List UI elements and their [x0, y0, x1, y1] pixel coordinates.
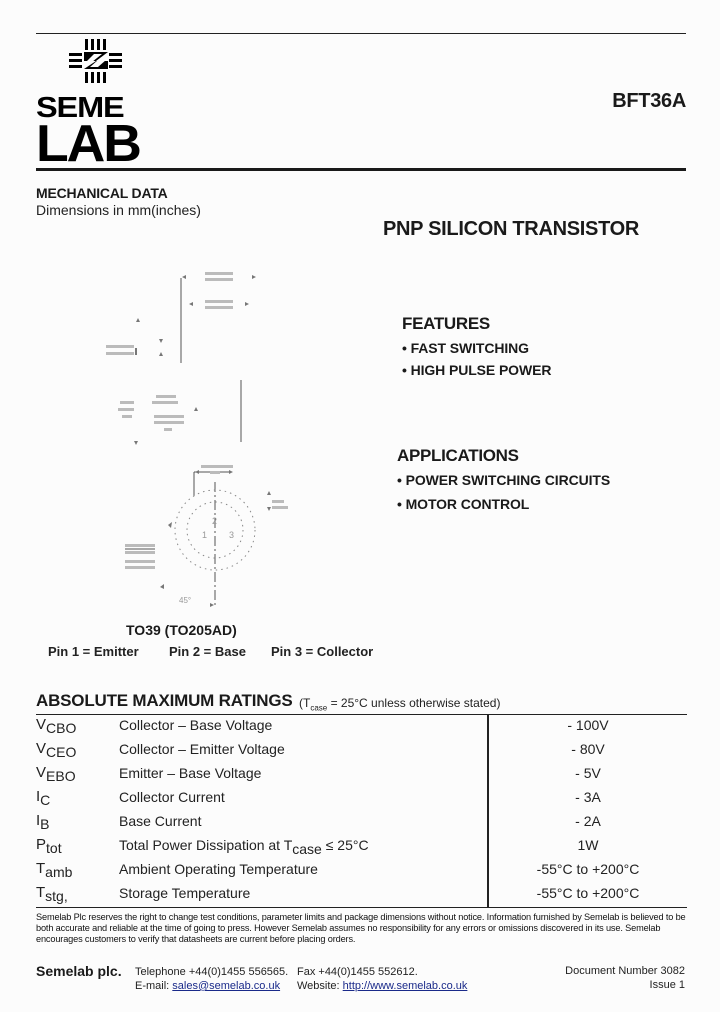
diagram-pin-2: 2	[212, 516, 218, 526]
mechanical-data-heading: MECHANICAL DATA	[36, 185, 168, 201]
table-row	[36, 836, 687, 860]
email-link[interactable]: sales@semelab.co.uk	[172, 980, 281, 992]
table-row	[36, 812, 687, 836]
symbol: $P_{tot}$	[36, 836, 62, 856]
value: - 2A	[575, 813, 601, 829]
symbol: $T_{stg,}$	[36, 884, 68, 904]
semelab-emblem-icon	[36, 36, 158, 94]
package-name: TO39 (TO205AD)	[126, 622, 237, 638]
website-label: Website:	[297, 980, 340, 992]
value: - 80V	[571, 741, 605, 757]
fax: Fax +44(0)1455 552612.	[297, 966, 418, 978]
value: - 3A	[575, 789, 601, 805]
parameter: Emitter – Base Voltage	[119, 765, 262, 781]
feature-item: • FAST SWITCHING	[402, 340, 529, 356]
ratings-condition: ($T_{case} = 25^\circ C$ unless otherwise stated)	[299, 696, 501, 713]
to39-package-drawing	[100, 260, 300, 620]
value: -55°C to +200°C	[536, 861, 640, 877]
symbol: $V_{CEO}$	[36, 740, 77, 760]
symbol: $V_{EBO}$	[36, 764, 76, 784]
applications-heading: APPLICATIONS	[397, 446, 519, 465]
header-top-rule	[36, 33, 686, 34]
diagram-pin-3: 3	[229, 530, 235, 540]
telephone: Telephone +44(0)1455 556565.	[135, 966, 289, 978]
pin-1-label: Pin 1 = Emitter	[48, 644, 139, 659]
value: 1W	[577, 837, 599, 853]
parameter: Collector – Base Voltage	[119, 717, 273, 733]
website-line	[297, 980, 467, 992]
package-outline-diagram	[100, 260, 300, 620]
logo-text-seme: SEME	[36, 92, 124, 124]
table-row	[36, 740, 687, 764]
product-title: PNP SILICON TRANSISTOR	[383, 218, 640, 240]
table-row	[36, 716, 687, 740]
table-row	[36, 764, 687, 788]
logo-text-lab: LAB	[36, 115, 140, 173]
parameter: Ambient Operating Temperature	[119, 861, 318, 877]
company-name: Semelab plc.	[36, 963, 122, 979]
email-label: E-mail:	[135, 980, 170, 992]
feature-item: • HIGH PULSE POWER	[402, 362, 552, 378]
website-link[interactable]: http://www.semelab.co.uk	[342, 980, 468, 992]
value: - 100V	[567, 717, 609, 733]
features-heading: FEATURES	[402, 314, 490, 333]
diagram-angle: 45°	[179, 596, 192, 605]
ratings-table-top-rule	[36, 714, 687, 715]
table-row	[36, 860, 687, 884]
parameter: Collector – Emitter Voltage	[119, 741, 285, 757]
symbol: $V_{CBO}$	[36, 716, 77, 736]
symbol: $T_{amb}$	[36, 860, 73, 880]
symbol: $I_B$	[36, 812, 50, 832]
application-item: • MOTOR CONTROL	[397, 496, 530, 512]
parameter: Base Current	[119, 813, 202, 829]
table-row	[36, 788, 687, 812]
ratings-heading: ABSOLUTE MAXIMUM RATINGS	[36, 691, 293, 710]
value: -55°C to +200°C	[536, 885, 640, 901]
part-number: BFT36A	[612, 90, 686, 112]
pin-2-label: Pin 2 = Base	[169, 644, 246, 659]
table-row	[36, 884, 687, 908]
document-number: Document Number 3082	[565, 965, 685, 977]
parameter: Storage Temperature	[119, 885, 251, 901]
email-line	[135, 980, 280, 992]
symbol: $I_C$	[36, 788, 51, 808]
semelab-logo	[36, 36, 158, 173]
disclaimer: Semelab Plc reserves the right to change test conditions, parameter limits and package dimensions without notice. Information furnished by Semelab is believed to be both accurate and reliable at the time of going to press. However Semelab assumes no responsibility for any errors or omissions discovered in its use. Semelab encourages customers to verify that datasheets are current before placing orders.	[36, 912, 686, 944]
dimensions-note: Dimensions in mm(inches)	[36, 202, 201, 218]
issue-number: Issue 1	[649, 979, 685, 991]
value: - 5V	[575, 765, 601, 781]
pin-3-label: Pin 3 = Collector	[271, 644, 374, 659]
parameter: Total Power Dissipation at $T_{case} \le 25^\circ C$	[119, 837, 369, 857]
parameter: Collector Current	[119, 789, 225, 805]
diagram-pin-1: 1	[202, 530, 208, 540]
application-item: • POWER SWITCHING CIRCUITS	[397, 472, 611, 488]
